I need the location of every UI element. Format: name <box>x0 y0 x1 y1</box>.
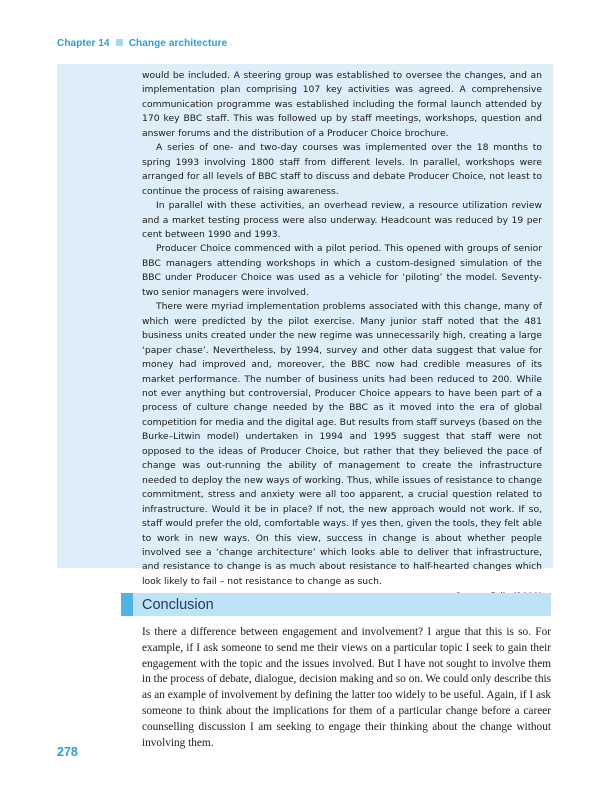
chapter-number: Chapter 14 <box>57 38 110 49</box>
case-paragraph: In parallel with these activities, an overhead review, a resource utilization review and a market testing process were also underway. Headcount was reduced by 19 per cent between 1990 and 1993. <box>142 200 542 240</box>
conclusion-heading-accent <box>121 593 133 616</box>
case-study-text <box>142 69 542 605</box>
running-header <box>57 38 227 49</box>
case-study-box <box>57 64 553 587</box>
conclusion-paragraph: Is there a difference between engagement and involvement? I argue that this is so. For example, if I ask someone to send me their views on a particular topic I seek to gain their engagement with the topic and the issues involved. But I have not sought to involve them in the process of debate, dialogue, decision making and so on. We could only describe this as an example of involvement by defining the latter too widely to be useful. Again, if I ask someone to think about the implications for them of a particular change before a career counselling discussion I am seeking to engage their thinking about the change without involving them. <box>142 626 551 749</box>
case-paragraph: A series of one- and two-day courses was implemented over the 18 months to spring 1993 involving 1800 staff from different levels. In parallel, workshops were arranged for all levels of BBC staff to discuss and debate Producer Choice, not least to continue the process of raising awareness. <box>142 142 542 197</box>
case-paragraph: Producer Choice commenced with a pilot period. This opened with groups of senior BBC managers attending workshops in which a custom-designed simulation of the BBC under Producer Choice was used as a vehicle for ‘piloting’ the model. Seventy-two senior managers were involved. <box>142 243 542 298</box>
case-paragraph: There were myriad implementation problems associated with this change, many of which were predicted by the pilot exercise. Many junior staff noted that the 481 business units created under the new regime was unnecessarily high, creating a large ‘paper chase’. Nevertheless, by 1994, survey and other data suggest that value for money had improved and, moreover, the BBC now had credible measures of its market performance. The number of business units had been reduced to 200. While not ever anything but controversial, Producer Choice appears to have been part of a process of culture change needed by the BBC as it moved into the era of global competition for media and the digital age. But results from staff surveys (based on the Burke–Litwin model) undertaken in 1994 and 1995 suggest that staff were not opposed to the ideas of Producer Choice, but rather that they believed the pace of change was out-running the ability of management to create the infrastructure needed to deploy the new ways of working. Thus, while issues of resistance to change commitment, stress and anxiety were all too apparent, a crucial question related to infrastructure. Would it be in place? If not, the new approach would not work. If so, staff would prefer the old, comfortable ways. If yes then, given the tools, they felt able to work in new ways. On this view, success in change is about whether people involved see a ‘change architecture’ which looks able to deliver that infrastructure, and resistance to change is as much about resistance to half-hearted changes which look likely to fail – not resistance to change as such. <box>142 301 542 587</box>
page-number: 278 <box>57 745 78 759</box>
header-separator-square <box>116 39 123 46</box>
chapter-title: Change architecture <box>128 38 228 49</box>
conclusion-heading: Conclusion <box>142 597 214 613</box>
case-paragraph: would be included. A steering group was established to oversee the changes, and an implementation plan comprising 107 key activities was agreed. A comprehensive communication programme was established including the formal launch attended by 170 key BBC staff. This was followed up by staff meetings, workshops, question and answer forums and the distribution of a Producer Choice brochure. <box>142 70 542 139</box>
